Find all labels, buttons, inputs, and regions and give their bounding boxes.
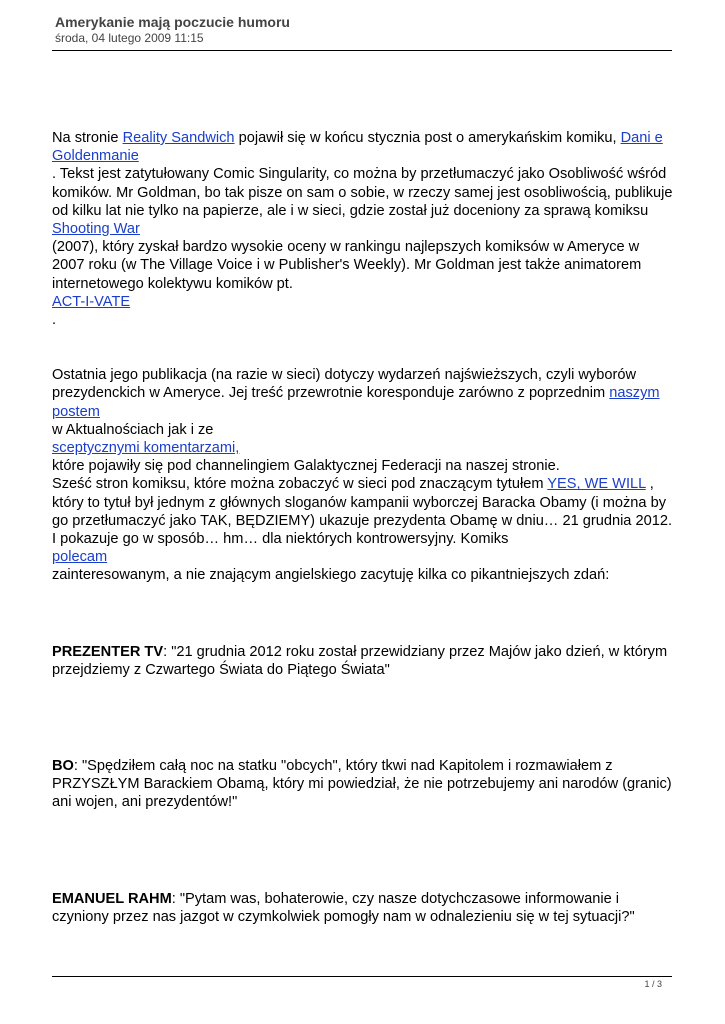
link-reality-sandwich[interactable]: Reality Sandwich [122,130,235,146]
link-shooting-war[interactable]: Shooting War [52,221,140,238]
speaker-label: PREZENTER TV [52,643,164,660]
quote-prezenter: PREZENTER TV: "21 grudnia 2012 roku został przewidziany przez Majów jako dzień, w którym przejdziemy z Czwartego Świata do Piątego Świata" [52,643,668,678]
article-title: Amerykanie mają poczucie humoru [55,14,290,30]
link-sceptyczne-komentarze[interactable]: sceptycznymi komentarzami, [52,440,240,457]
header-rule [52,50,672,51]
link-daniel-goldman[interactable]: Dani e Goldenmanie [52,130,663,165]
quote-bo: BO: "Spędziłem całą noc na statku "obcych", który tkwi nad Kapitolem i rozmawiałem z PRZYSZŁYM Barackiem Obamą, który mi powiedział, że nie potrzebujemy ani narodów (granic) ani wojen, ani prezydentów!" [52,758,672,811]
paragraph-1: Na stronie Reality Sandwich pojawił się w końcu stycznia post o amerykańskim komiku, Dani e Goldenmanie . Tekst jest zatytułowany Comic Singularity, co można by przetłumaczyć jako Osobliwość wśród komików. Mr Goldman, bo tak pisze on sam o sobie, w rzeczy samej jest osobliwością, publikuje od kilku lat nie tylko na papierze, ale i w sieci, gdzie został już doceniony za sprawą komiksu Shooting War (2007), który zyskał bardzo wysokie oceny w rankingu najlepszych komiksów w Ameryce w 2007 roku (w The Village Voice i w Publisher's Weekly). Mr Goldman jest także animatorem internetowego kolektywu komików pt. ACT-I-VATE . [52,130,673,329]
speaker-label: EMANUEL RAHM [52,890,172,907]
speaker-label: BO [52,758,74,775]
link-yes-we-will[interactable]: YES, WE WILL [547,476,646,493]
link-polecam[interactable]: polecam [52,549,108,566]
footer-rule [52,976,672,977]
link-naszym-postem[interactable]: naszym postem [52,385,660,420]
quote-emanuel-rahm: EMANUEL RAHM: "Pytam was, bohaterowie, czy nasze dotychczasowe informowanie i czyniony przez nas jazgot w czymkolwiek pomogły nam w odnalezieniu się w tej sytuacji?" [52,890,635,925]
page-header [55,14,675,46]
article-date: środa, 04 lutego 2009 11:15 [55,31,204,45]
link-act-i-vate[interactable]: ACT-I-VATE [52,293,131,310]
page-number: 1 / 3 [644,979,662,989]
article-body [52,129,674,926]
paragraph-2: Ostatnia jego publikacja (na razie w sieci) dotyczy wydarzeń najświeższych, czyli wyborów prezydenckich w Ameryce. Jej treść przewrotnie koresponduje zarówno z poprzednim naszym postem w Aktualnościach jak i ze sceptycznymi komentarzami, które pojawiły się pod channelingiem Galaktycznej Federacji na naszej stronie. Sześć stron komiksu, które można zobaczyć w sieci pod znaczącym tytułem YES, WE WILL , który to tytuł był jednym z głównych sloganów kampanii wyborczej Baracka Obamy (i można by go przetłumaczyć jako TAK, BĘDZIEMY) ukazuje prezydenta Obamę w dniu… 21 grudnia 2012. I pokazuje go w sposób… hm… dla niektórych kontrowersyjny. Komiks polecam zainteresowanym, a nie znającym angielskiego zacytuję kilka co pikantniejszych zdań: [52,367,672,584]
